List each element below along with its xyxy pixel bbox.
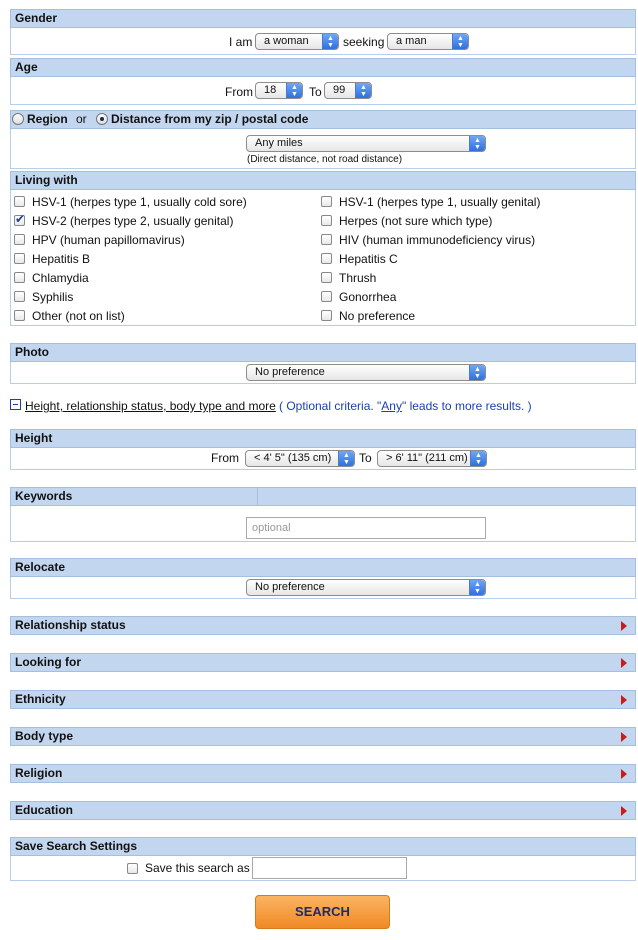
select-arrows-icon: ▲ ▼	[355, 83, 371, 98]
condition-label: Hepatitis C	[339, 252, 398, 266]
condition-label: Chlamydia	[32, 271, 89, 285]
condition-checkbox[interactable]	[14, 215, 25, 226]
expand-arrow-icon	[621, 732, 627, 742]
living-with-box	[10, 190, 636, 326]
condition-label: Thrush	[339, 271, 377, 285]
save-search-box	[10, 856, 636, 881]
relocate-box	[10, 577, 636, 599]
height-from-select[interactable]: < 4' 5" (135 cm) ▲ ▼	[245, 450, 355, 467]
condition-label: Syphilis	[32, 290, 74, 304]
expand-arrow-icon	[621, 658, 627, 668]
photo-box	[10, 362, 636, 384]
condition-checkbox[interactable]	[321, 253, 332, 264]
age-header: Age	[10, 58, 636, 77]
living-with-header: Living with	[10, 171, 636, 190]
relocate-select[interactable]: No preference ▲ ▼	[246, 579, 486, 596]
relationship-status-header[interactable]: Relationship status	[10, 616, 636, 635]
condition-label: HSV-1 (herpes type 1, usually genital)	[339, 195, 541, 209]
condition-label: HSV-2 (herpes type 2, usually genital)	[32, 214, 234, 228]
condition-checkbox[interactable]	[321, 196, 332, 207]
condition-label: Gonorrhea	[339, 290, 397, 304]
condition-label: HIV (human immunodeficiency virus)	[339, 233, 536, 247]
location-header	[10, 110, 636, 129]
location-box	[10, 129, 636, 169]
condition-label: Herpes (not sure which type)	[339, 214, 493, 228]
photo-header: Photo	[10, 343, 636, 362]
age-from-label: From	[225, 85, 253, 99]
select-arrows-icon: ▲ ▼	[469, 365, 485, 380]
condition-label: No preference	[339, 309, 416, 323]
condition-checkbox[interactable]	[321, 310, 332, 321]
distance-note: (Direct distance, not road distance)	[247, 154, 403, 165]
condition-checkbox[interactable]	[321, 291, 332, 302]
condition-label: Other (not on list)	[32, 309, 125, 323]
gender-header: Gender	[10, 9, 636, 28]
looking-for-header[interactable]: Looking for	[10, 653, 636, 672]
miles-select[interactable]: Any miles ▲ ▼	[246, 135, 486, 152]
age-to-select[interactable]: 99 ▲ ▼	[324, 82, 372, 99]
age-from-select[interactable]: 18 ▲ ▼	[255, 82, 303, 99]
save-search-name-input[interactable]	[252, 857, 407, 879]
height-from-label: From	[211, 451, 239, 465]
i-am-label: I am	[229, 35, 253, 49]
expand-arrow-icon	[621, 769, 627, 779]
condition-checkbox[interactable]	[14, 310, 25, 321]
save-search-checkbox[interactable]	[127, 863, 138, 874]
relocate-header: Relocate	[10, 558, 636, 577]
distance-label: Distance from my zip / postal code	[111, 112, 309, 126]
condition-checkbox[interactable]	[14, 196, 25, 207]
region-radio[interactable]	[12, 113, 24, 125]
seeking-select[interactable]: a man ▲ ▼	[387, 33, 469, 50]
i-am-select[interactable]: a woman ▲ ▼	[255, 33, 339, 50]
distance-radio[interactable]	[96, 113, 108, 125]
region-label: Region	[27, 112, 68, 126]
height-header: Height	[10, 429, 636, 448]
condition-label: HPV (human papillomavirus)	[32, 233, 185, 247]
or-label: or	[76, 112, 87, 126]
condition-checkbox[interactable]	[321, 272, 332, 283]
condition-checkbox[interactable]	[14, 234, 25, 245]
search-button[interactable]: SEARCH	[255, 895, 390, 929]
seeking-label: seeking	[343, 35, 385, 49]
minus-box-icon[interactable]	[10, 399, 21, 410]
expand-arrow-icon	[621, 621, 627, 631]
age-to-label: To	[309, 85, 322, 99]
select-arrows-icon: ▲ ▼	[470, 451, 486, 466]
condition-checkbox[interactable]	[321, 234, 332, 245]
keywords-header: Keywords	[10, 487, 636, 506]
condition-label: Hepatitis B	[32, 252, 91, 266]
body-type-header[interactable]: Body type	[10, 727, 636, 746]
religion-header[interactable]: Religion	[10, 764, 636, 783]
expand-arrow-icon	[621, 806, 627, 816]
ethnicity-header[interactable]: Ethnicity	[10, 690, 636, 709]
expand-arrow-icon	[621, 695, 627, 705]
age-box	[10, 77, 636, 105]
condition-checkbox[interactable]	[14, 253, 25, 264]
height-to-select[interactable]: > 6' 11" (211 cm) ▲ ▼	[377, 450, 487, 467]
condition-label: HSV-1 (herpes type 1, usually cold sore)	[32, 195, 247, 209]
condition-checkbox[interactable]	[321, 215, 332, 226]
keywords-box	[10, 506, 636, 542]
select-arrows-icon: ▲ ▼	[338, 451, 354, 466]
select-arrows-icon: ▲ ▼	[469, 580, 485, 595]
gender-box	[10, 28, 636, 55]
select-arrows-icon: ▲ ▼	[286, 83, 302, 98]
save-search-label: Save this search as	[145, 861, 250, 875]
condition-checkbox[interactable]	[14, 291, 25, 302]
select-arrows-icon: ▲ ▼	[452, 34, 468, 49]
keywords-input[interactable]: optional	[246, 517, 486, 539]
height-box	[10, 448, 636, 470]
education-header[interactable]: Education	[10, 801, 636, 820]
save-search-header: Save Search Settings	[10, 837, 636, 856]
optional-note: ( Optional criteria. "Any" leads to more results. )	[279, 399, 532, 413]
optional-criteria-link[interactable]: Height, relationship status, body type and more	[25, 399, 276, 413]
select-arrows-icon: ▲ ▼	[469, 136, 485, 151]
select-arrows-icon: ▲ ▼	[322, 34, 338, 49]
height-to-label: To	[359, 451, 372, 465]
photo-select[interactable]: No preference ▲ ▼	[246, 364, 486, 381]
condition-checkbox[interactable]	[14, 272, 25, 283]
any-link[interactable]: Any	[381, 399, 402, 413]
